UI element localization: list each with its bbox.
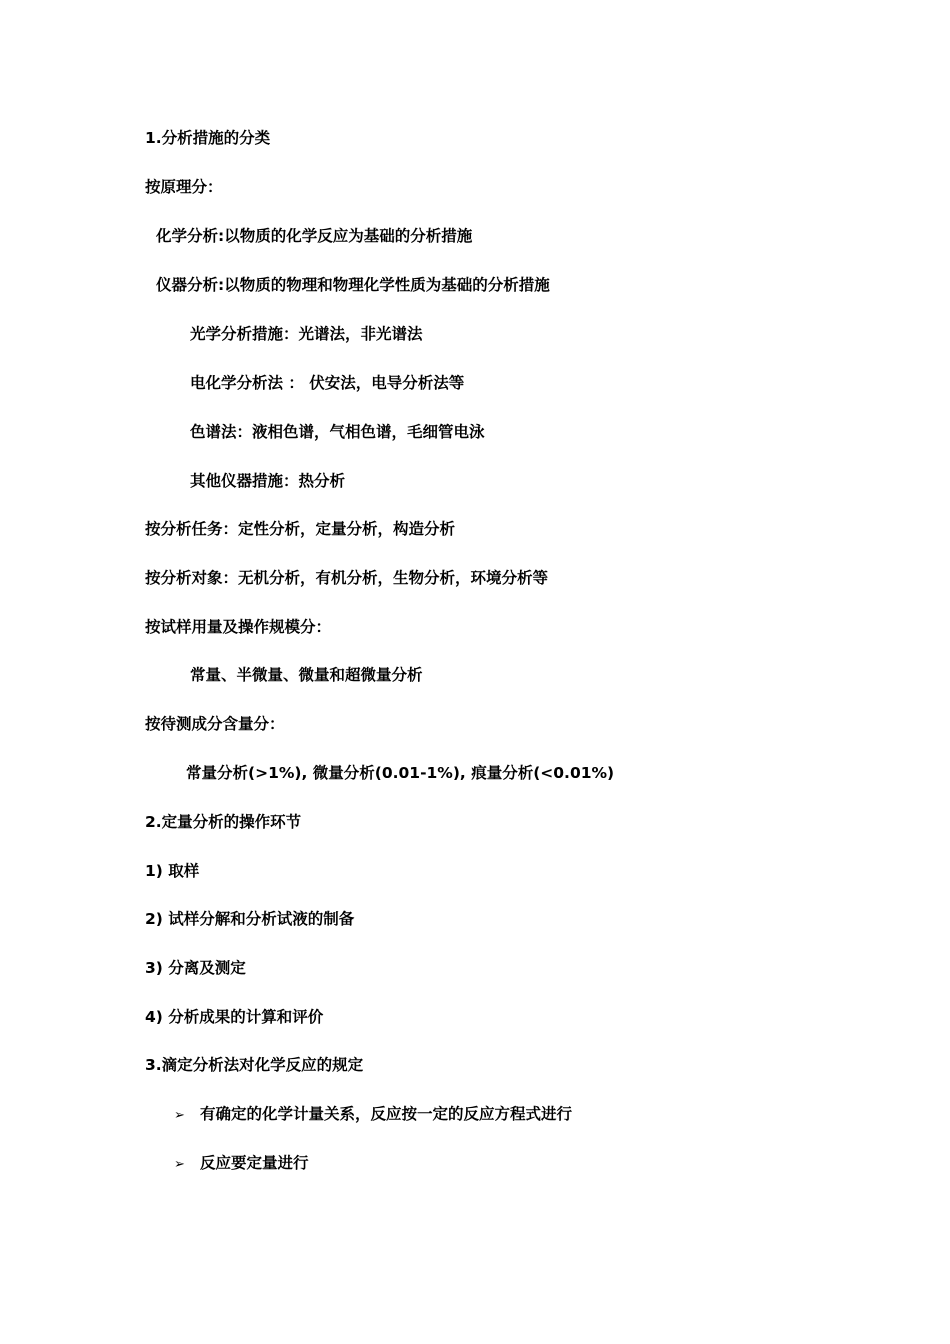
section-3-heading: 3.滴定分析法对化学反应的规定: [145, 1056, 364, 1074]
bullet-text: 有确定的化学计量关系，反应按一定的反应方程式进行: [200, 1105, 573, 1123]
bullet-item: [174, 1153, 309, 1175]
arrow-bullet-icon: ➢: [174, 1157, 185, 1172]
optical-methods-line: 光学分析措施：光谱法，非光谱法: [190, 325, 423, 343]
content-levels-line: 常量分析(>1%), 微量分析(0.01-1%), 痕量分析(<0.01%): [186, 764, 615, 782]
by-sample-amount-heading: 按试样用量及操作规模分：: [145, 618, 332, 636]
by-principle-heading: 按原理分：: [145, 178, 223, 196]
step-3-item: 3) 分离及测定: [145, 959, 246, 977]
chemical-analysis-line: 化学分析:以物质的化学反应为基础的分析措施: [156, 227, 473, 245]
step-2-item: 2) 试样分解和分析试液的制备: [145, 910, 355, 928]
arrow-bullet-icon: ➢: [174, 1108, 185, 1123]
bullet-item: [174, 1104, 572, 1126]
bullet-text: 反应要定量进行: [200, 1154, 309, 1172]
chromatography-line: 色谱法：液相色谱，气相色谱，毛细管电泳: [190, 423, 485, 441]
electrochemical-methods-line: 电化学分析法 ： 伏安法，电导分析法等: [190, 374, 465, 392]
sample-scale-line: 常量、半微量、微量和超微量分析: [190, 666, 423, 684]
by-content-heading: 按待测成分含量分：: [145, 715, 285, 733]
instrumental-analysis-line: 仪器分析:以物质的物理和物理化学性质为基础的分析措施: [156, 276, 550, 294]
other-instruments-line: 其他仪器措施：热分析: [190, 472, 346, 490]
by-object-line: 按分析对象：无机分析，有机分析，生物分析，环境分析等: [145, 569, 549, 587]
step-1-item: 1) 取样: [145, 862, 200, 880]
by-task-line: 按分析任务：定性分析，定量分析，构造分析: [145, 520, 456, 538]
step-4-item: 4) 分析成果的计算和评价: [145, 1008, 324, 1026]
section-2-heading: 2.定量分析的操作环节: [145, 813, 302, 831]
section-1-heading: 1.分析措施的分类: [145, 129, 271, 147]
